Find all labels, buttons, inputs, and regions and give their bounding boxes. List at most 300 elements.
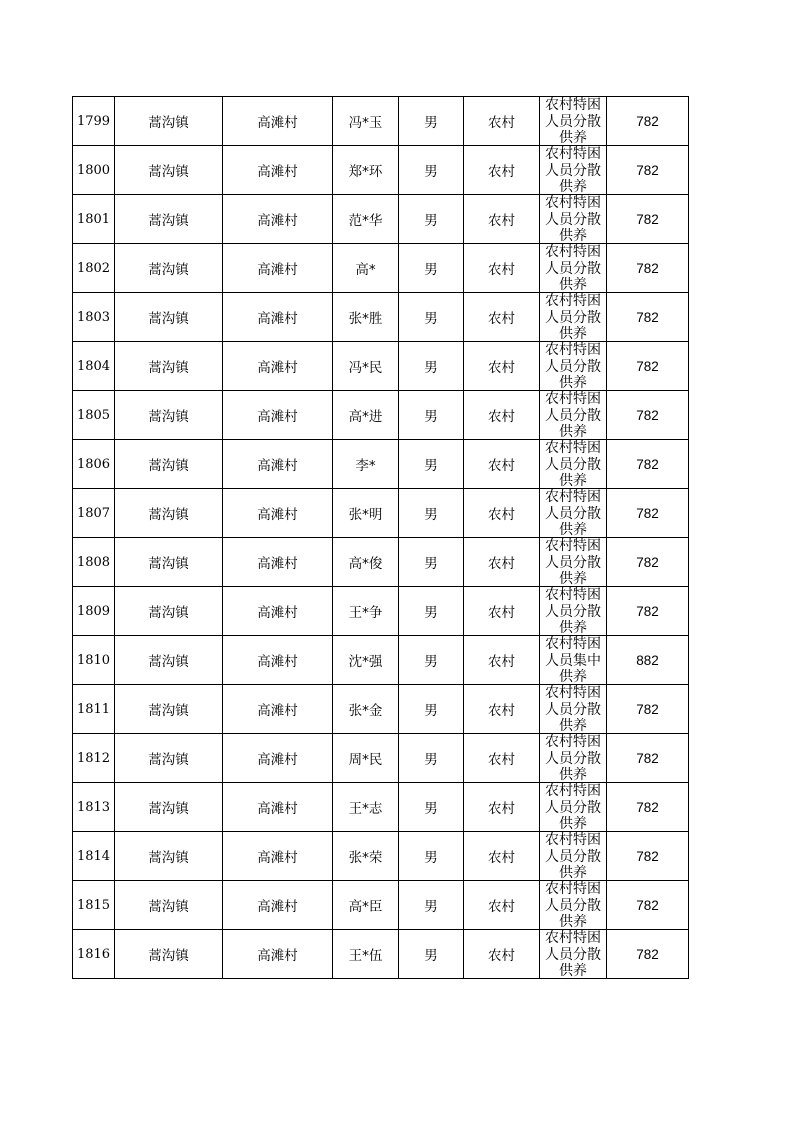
amount: 782	[636, 799, 659, 815]
amount-cell	[607, 538, 689, 587]
area-type: 农村	[488, 115, 515, 131]
village-cell	[223, 342, 333, 391]
person-name: 冯*玉	[348, 115, 383, 131]
town-name: 蒿沟镇	[148, 213, 189, 229]
amount: 782	[636, 162, 659, 178]
village-cell	[223, 97, 333, 146]
person-name: 张*明	[348, 507, 383, 523]
row-number: 1807	[76, 505, 111, 521]
town-name: 蒿沟镇	[148, 556, 189, 572]
table-row	[73, 734, 689, 783]
village-name: 高滩村	[257, 409, 298, 425]
support-category: 农村特困人员分散供养	[545, 489, 601, 537]
village-name: 高滩村	[257, 507, 298, 523]
gender: 男	[424, 752, 438, 768]
town-name: 蒿沟镇	[148, 360, 189, 376]
person-name-cell	[333, 930, 399, 979]
row-number: 1812	[76, 750, 111, 766]
area-type-cell	[464, 538, 540, 587]
row-number: 1801	[76, 211, 111, 227]
support-category-cell	[540, 685, 607, 734]
gender-cell	[399, 244, 464, 293]
row-number: 1810	[76, 652, 111, 668]
village-name: 高滩村	[257, 850, 298, 866]
table-row	[73, 97, 689, 146]
amount-cell	[607, 832, 689, 881]
person-name-cell	[333, 244, 399, 293]
row-number-cell	[73, 342, 115, 391]
area-type-cell	[464, 930, 540, 979]
row-number: 1808	[76, 554, 111, 570]
area-type: 农村	[488, 556, 515, 572]
town-name: 蒿沟镇	[148, 262, 189, 278]
amount-cell	[607, 930, 689, 979]
gender-cell	[399, 538, 464, 587]
amount-cell	[607, 342, 689, 391]
row-number-cell	[73, 146, 115, 195]
support-category-cell	[540, 342, 607, 391]
village-name: 高滩村	[257, 703, 298, 719]
row-number: 1814	[76, 848, 111, 864]
table-row	[73, 930, 689, 979]
support-category-cell	[540, 783, 607, 832]
area-type-cell	[464, 685, 540, 734]
person-name: 张*金	[348, 703, 383, 719]
amount-cell	[607, 489, 689, 538]
person-name: 王*伍	[348, 948, 383, 964]
support-category: 农村特困人员分散供养	[545, 244, 601, 292]
gender: 男	[424, 703, 438, 719]
support-category: 农村特困人员分散供养	[545, 734, 601, 782]
row-number-cell	[73, 440, 115, 489]
row-number-cell	[73, 97, 115, 146]
village-name: 高滩村	[257, 605, 298, 621]
village-cell	[223, 636, 333, 685]
area-type: 农村	[488, 409, 515, 425]
table-row	[73, 391, 689, 440]
gender-cell	[399, 783, 464, 832]
area-type-cell	[464, 97, 540, 146]
area-type: 农村	[488, 752, 515, 768]
amount-cell	[607, 685, 689, 734]
amount: 782	[636, 946, 659, 962]
gender-cell	[399, 734, 464, 783]
gender: 男	[424, 850, 438, 866]
gender: 男	[424, 115, 438, 131]
table-row	[73, 293, 689, 342]
gender-cell	[399, 440, 464, 489]
row-number-cell	[73, 636, 115, 685]
person-name: 高*进	[348, 409, 383, 425]
support-category: 农村特困人员分散供养	[545, 195, 601, 243]
support-category: 农村特困人员分散供养	[545, 832, 601, 880]
gender-cell	[399, 195, 464, 244]
gender-cell	[399, 881, 464, 930]
town-cell	[115, 832, 223, 881]
gender: 男	[424, 458, 438, 474]
gender: 男	[424, 948, 438, 964]
row-number-cell	[73, 244, 115, 293]
town-cell	[115, 146, 223, 195]
town-name: 蒿沟镇	[148, 801, 189, 817]
amount-cell	[607, 783, 689, 832]
village-cell	[223, 685, 333, 734]
person-name: 冯*民	[348, 360, 383, 376]
village-name: 高滩村	[257, 948, 298, 964]
person-name-cell	[333, 881, 399, 930]
support-category: 农村特困人员分散供养	[545, 440, 601, 488]
table-body	[73, 97, 689, 979]
person-name-cell	[333, 489, 399, 538]
person-name-cell	[333, 636, 399, 685]
row-number: 1804	[76, 358, 111, 374]
row-number-cell	[73, 881, 115, 930]
gender: 男	[424, 360, 438, 376]
support-category-cell	[540, 587, 607, 636]
person-name: 张*胜	[348, 311, 383, 327]
person-name-cell	[333, 391, 399, 440]
person-name-cell	[333, 97, 399, 146]
gender: 男	[424, 262, 438, 278]
person-name-cell	[333, 587, 399, 636]
row-number: 1811	[76, 701, 111, 717]
town-name: 蒿沟镇	[148, 654, 189, 670]
support-category: 农村特困人员分散供养	[545, 685, 601, 733]
support-category-cell	[540, 881, 607, 930]
amount: 782	[636, 113, 659, 129]
row-number: 1815	[76, 897, 111, 913]
town-name: 蒿沟镇	[148, 311, 189, 327]
village-cell	[223, 391, 333, 440]
gender-cell	[399, 587, 464, 636]
village-name: 高滩村	[257, 654, 298, 670]
row-number-cell	[73, 832, 115, 881]
area-type-cell	[464, 342, 540, 391]
village-cell	[223, 146, 333, 195]
town-name: 蒿沟镇	[148, 458, 189, 474]
person-name: 沈*强	[348, 654, 383, 670]
village-name: 高滩村	[257, 556, 298, 572]
amount: 782	[636, 701, 659, 717]
village-cell	[223, 734, 333, 783]
person-name: 李*	[355, 458, 376, 474]
row-number-cell	[73, 734, 115, 783]
amount-cell	[607, 244, 689, 293]
gender-cell	[399, 489, 464, 538]
town-cell	[115, 734, 223, 783]
person-name: 高*	[355, 262, 376, 278]
support-category-cell	[540, 391, 607, 440]
village-cell	[223, 440, 333, 489]
gender-cell	[399, 930, 464, 979]
area-type-cell	[464, 587, 540, 636]
support-category: 农村特困人员分散供养	[545, 293, 601, 341]
town-cell	[115, 685, 223, 734]
support-category-cell	[540, 195, 607, 244]
gender-cell	[399, 342, 464, 391]
gender-cell	[399, 391, 464, 440]
person-name: 范*华	[348, 213, 383, 229]
gender-cell	[399, 146, 464, 195]
support-category: 农村特困人员分散供养	[545, 538, 601, 586]
amount-cell	[607, 391, 689, 440]
area-type-cell	[464, 293, 540, 342]
area-type-cell	[464, 636, 540, 685]
gender-cell	[399, 97, 464, 146]
area-type: 农村	[488, 703, 515, 719]
support-category-cell	[540, 293, 607, 342]
gender-cell	[399, 832, 464, 881]
person-name: 王*志	[348, 801, 383, 817]
village-name: 高滩村	[257, 164, 298, 180]
town-name: 蒿沟镇	[148, 409, 189, 425]
person-name-cell	[333, 342, 399, 391]
gender: 男	[424, 899, 438, 915]
gender: 男	[424, 311, 438, 327]
amount-cell	[607, 440, 689, 489]
support-category: 农村特困人员分散供养	[545, 881, 601, 929]
row-number: 1805	[76, 407, 111, 423]
gender: 男	[424, 213, 438, 229]
gender: 男	[424, 507, 438, 523]
person-name: 高*臣	[348, 899, 383, 915]
person-name-cell	[333, 293, 399, 342]
village-cell	[223, 195, 333, 244]
gender: 男	[424, 801, 438, 817]
area-type: 农村	[488, 458, 515, 474]
village-name: 高滩村	[257, 752, 298, 768]
person-name-cell	[333, 195, 399, 244]
row-number: 1802	[76, 260, 111, 276]
village-name: 高滩村	[257, 801, 298, 817]
amount: 782	[636, 309, 659, 325]
town-name: 蒿沟镇	[148, 948, 189, 964]
amount-cell	[607, 636, 689, 685]
row-number: 1800	[76, 162, 111, 178]
area-type: 农村	[488, 213, 515, 229]
amount: 882	[636, 652, 659, 668]
support-category-cell	[540, 930, 607, 979]
table-row	[73, 685, 689, 734]
row-number: 1799	[76, 113, 111, 129]
row-number-cell	[73, 489, 115, 538]
village-cell	[223, 930, 333, 979]
village-name: 高滩村	[257, 899, 298, 915]
row-number: 1813	[76, 799, 111, 815]
gender: 男	[424, 409, 438, 425]
town-name: 蒿沟镇	[148, 605, 189, 621]
gender: 男	[424, 654, 438, 670]
area-type-cell	[464, 244, 540, 293]
gender-cell	[399, 685, 464, 734]
area-type: 农村	[488, 654, 515, 670]
village-name: 高滩村	[257, 311, 298, 327]
row-number: 1806	[76, 456, 111, 472]
support-category-cell	[540, 636, 607, 685]
support-category-cell	[540, 440, 607, 489]
area-type: 农村	[488, 948, 515, 964]
area-type-cell	[464, 440, 540, 489]
gender: 男	[424, 556, 438, 572]
row-number-cell	[73, 391, 115, 440]
support-category-cell	[540, 734, 607, 783]
row-number-cell	[73, 587, 115, 636]
support-category: 农村特困人员分散供养	[545, 391, 601, 439]
village-name: 高滩村	[257, 458, 298, 474]
amount: 782	[636, 456, 659, 472]
amount: 782	[636, 211, 659, 227]
table-row	[73, 587, 689, 636]
person-name-cell	[333, 832, 399, 881]
town-name: 蒿沟镇	[148, 899, 189, 915]
table-row	[73, 440, 689, 489]
table-row	[73, 489, 689, 538]
town-cell	[115, 342, 223, 391]
amount-cell	[607, 195, 689, 244]
village-name: 高滩村	[257, 360, 298, 376]
amount: 782	[636, 358, 659, 374]
support-category-cell	[540, 244, 607, 293]
town-cell	[115, 538, 223, 587]
amount: 782	[636, 260, 659, 276]
area-type: 农村	[488, 850, 515, 866]
support-category-cell	[540, 832, 607, 881]
support-category-cell	[540, 538, 607, 587]
area-type: 农村	[488, 507, 515, 523]
amount-cell	[607, 146, 689, 195]
person-name: 郑*环	[348, 164, 383, 180]
row-number-cell	[73, 930, 115, 979]
table-row	[73, 832, 689, 881]
village-cell	[223, 587, 333, 636]
amount-cell	[607, 734, 689, 783]
row-number-cell	[73, 195, 115, 244]
area-type-cell	[464, 881, 540, 930]
amount-cell	[607, 881, 689, 930]
town-name: 蒿沟镇	[148, 507, 189, 523]
gender-cell	[399, 293, 464, 342]
row-number-cell	[73, 538, 115, 587]
area-type-cell	[464, 489, 540, 538]
table-row	[73, 538, 689, 587]
town-name: 蒿沟镇	[148, 703, 189, 719]
person-name: 高*俊	[348, 556, 383, 572]
person-name-cell	[333, 783, 399, 832]
town-cell	[115, 97, 223, 146]
amount: 782	[636, 407, 659, 423]
person-name-cell	[333, 734, 399, 783]
village-cell	[223, 244, 333, 293]
village-name: 高滩村	[257, 115, 298, 131]
town-cell	[115, 783, 223, 832]
support-category: 农村特困人员分散供养	[545, 783, 601, 831]
person-name: 张*荣	[348, 850, 383, 866]
table-row	[73, 244, 689, 293]
person-name-cell	[333, 685, 399, 734]
row-number-cell	[73, 783, 115, 832]
amount: 782	[636, 603, 659, 619]
amount: 782	[636, 897, 659, 913]
town-cell	[115, 489, 223, 538]
gender: 男	[424, 605, 438, 621]
support-category: 农村特困人员集中供养	[545, 636, 601, 684]
town-name: 蒿沟镇	[148, 115, 189, 131]
area-type: 农村	[488, 605, 515, 621]
village-cell	[223, 293, 333, 342]
village-cell	[223, 832, 333, 881]
town-cell	[115, 930, 223, 979]
amount: 782	[636, 750, 659, 766]
table-row	[73, 342, 689, 391]
town-name: 蒿沟镇	[148, 752, 189, 768]
area-type: 农村	[488, 311, 515, 327]
support-category-cell	[540, 489, 607, 538]
support-category: 农村特困人员分散供养	[545, 930, 601, 978]
village-cell	[223, 881, 333, 930]
area-type-cell	[464, 195, 540, 244]
table-row	[73, 783, 689, 832]
amount: 782	[636, 505, 659, 521]
area-type: 农村	[488, 262, 515, 278]
area-type-cell	[464, 391, 540, 440]
person-name: 周*民	[348, 752, 383, 768]
town-cell	[115, 293, 223, 342]
town-cell	[115, 587, 223, 636]
area-type-cell	[464, 783, 540, 832]
area-type-cell	[464, 734, 540, 783]
person-name-cell	[333, 146, 399, 195]
amount-cell	[607, 97, 689, 146]
area-type-cell	[464, 832, 540, 881]
town-name: 蒿沟镇	[148, 850, 189, 866]
village-name: 高滩村	[257, 213, 298, 229]
row-number-cell	[73, 293, 115, 342]
village-name: 高滩村	[257, 262, 298, 278]
row-number-cell	[73, 685, 115, 734]
gender-cell	[399, 636, 464, 685]
town-cell	[115, 636, 223, 685]
person-name-cell	[333, 440, 399, 489]
area-type: 农村	[488, 801, 515, 817]
support-category: 农村特困人员分散供养	[545, 342, 601, 390]
support-category: 农村特困人员分散供养	[545, 146, 601, 194]
gender: 男	[424, 164, 438, 180]
amount: 782	[636, 848, 659, 864]
village-cell	[223, 489, 333, 538]
person-name: 王*争	[348, 605, 383, 621]
support-category: 农村特困人员分散供养	[545, 97, 601, 145]
town-name: 蒿沟镇	[148, 164, 189, 180]
roster-table	[72, 96, 689, 979]
table-row	[73, 636, 689, 685]
table-row	[73, 881, 689, 930]
area-type: 农村	[488, 360, 515, 376]
row-number: 1816	[76, 946, 111, 962]
town-cell	[115, 881, 223, 930]
support-category-cell	[540, 97, 607, 146]
person-name-cell	[333, 538, 399, 587]
town-cell	[115, 244, 223, 293]
area-type-cell	[464, 146, 540, 195]
area-type: 农村	[488, 899, 515, 915]
row-number: 1803	[76, 309, 111, 325]
support-category: 农村特困人员分散供养	[545, 587, 601, 635]
table-row	[73, 146, 689, 195]
village-cell	[223, 538, 333, 587]
row-number: 1809	[76, 603, 111, 619]
town-cell	[115, 440, 223, 489]
amount: 782	[636, 554, 659, 570]
